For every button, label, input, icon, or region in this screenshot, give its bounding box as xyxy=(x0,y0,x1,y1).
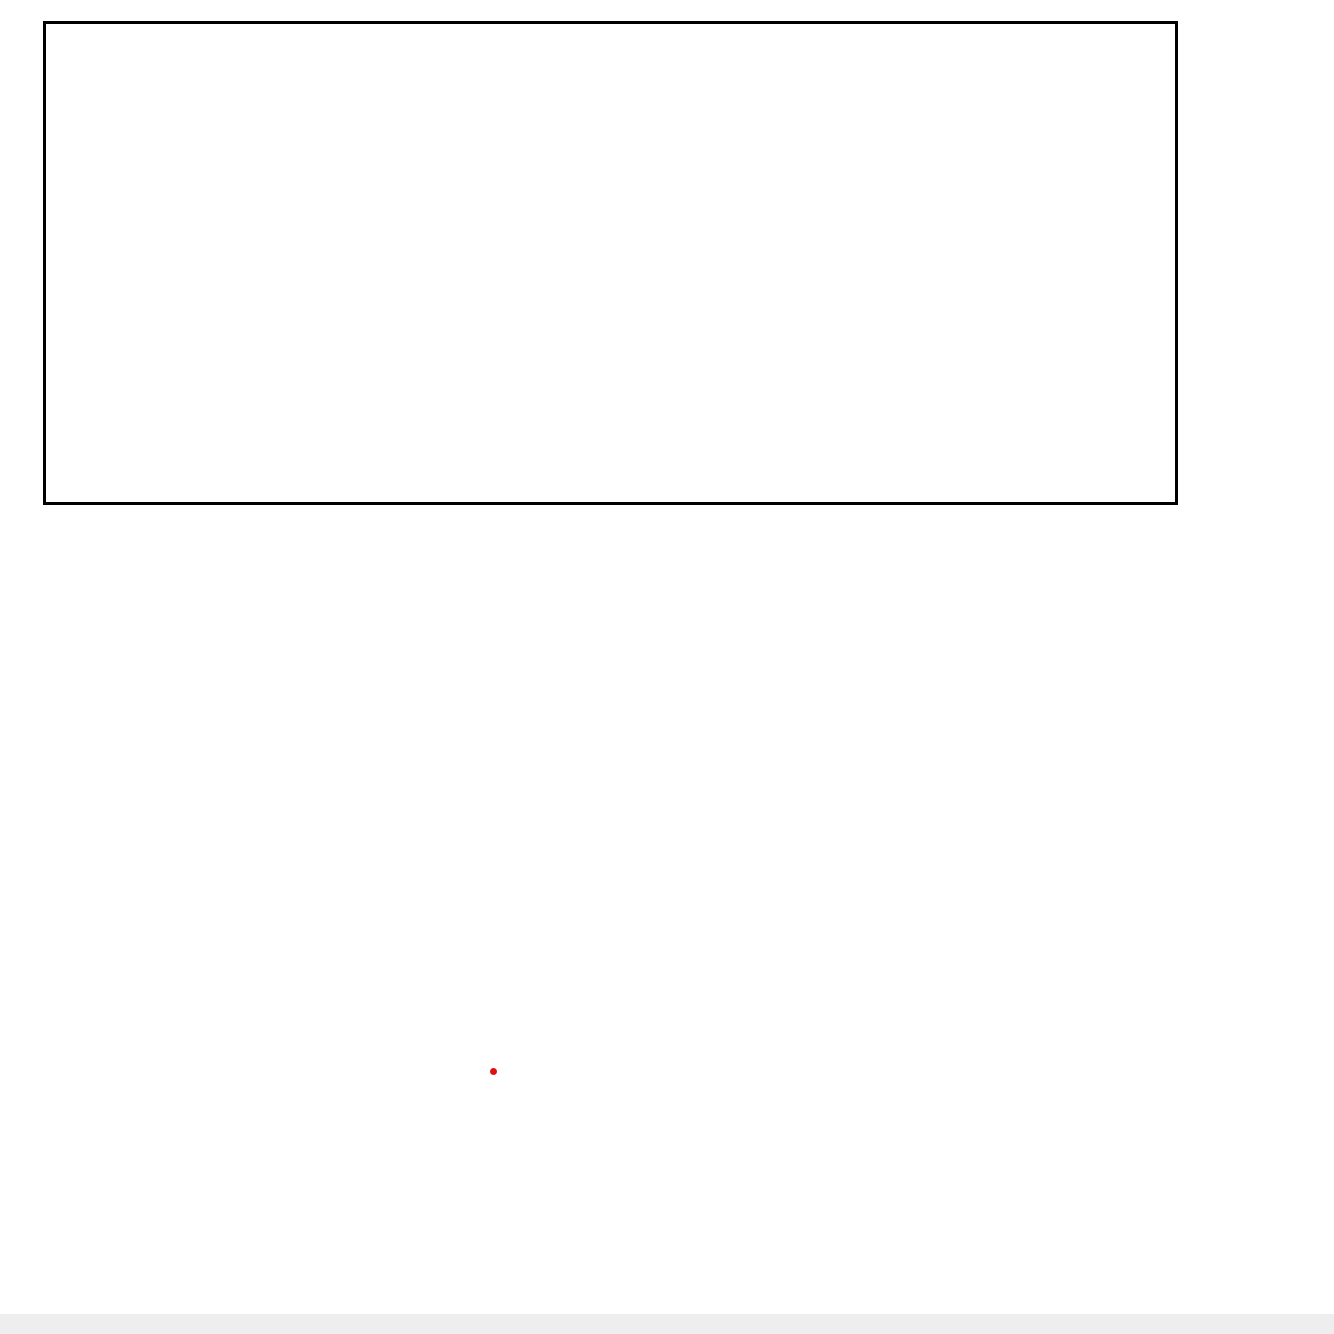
header-mu xyxy=(269,28,501,56)
header-outer-shu xyxy=(741,28,937,56)
bottom-band xyxy=(0,1314,1334,1334)
red-marker-dot xyxy=(490,1068,497,1075)
top-table-frame xyxy=(43,21,1178,505)
header-shu xyxy=(555,28,688,56)
header-source xyxy=(46,28,214,56)
right-notes-column xyxy=(1316,21,1334,1301)
